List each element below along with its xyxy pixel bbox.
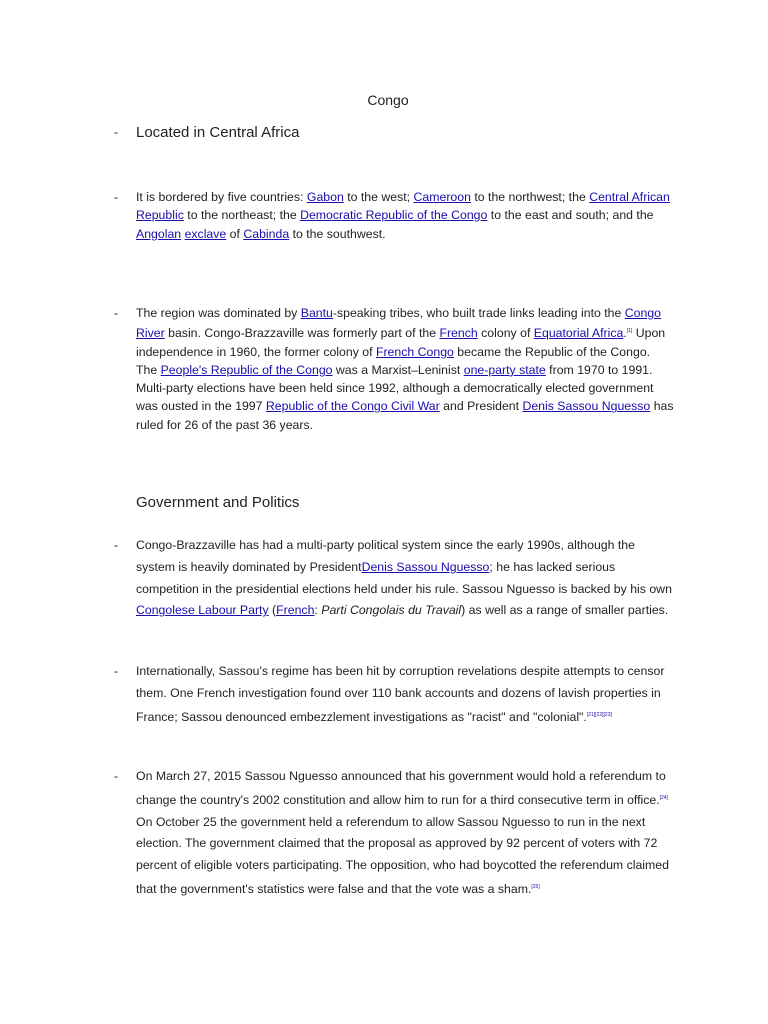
bullet-dash: - bbox=[114, 306, 119, 320]
link-french[interactable]: French bbox=[439, 326, 478, 341]
text: ) as well as a range of smaller parties. bbox=[461, 603, 669, 618]
text: was a Marxist–Leninist bbox=[332, 362, 464, 377]
bullet-dash: - bbox=[114, 769, 119, 783]
text: Upon independence in 1960, the former colony of bbox=[136, 326, 666, 359]
link-democratic-republic-congo[interactable]: Democratic Republic of the Congo bbox=[300, 208, 488, 223]
text: : bbox=[314, 603, 322, 618]
text: of bbox=[226, 226, 244, 241]
link-congo-civil-war[interactable]: Republic of the Congo Civil War bbox=[265, 399, 440, 414]
referendum-paragraph bbox=[114, 766, 674, 901]
document-title: Congo bbox=[367, 92, 409, 108]
link-bantu[interactable]: Bantu bbox=[300, 306, 333, 320]
location-heading-text: Located in Central Africa bbox=[136, 124, 300, 141]
text: On March 27, 2015 Sassou Nguesso announced that his government would hold a referendum to change the country's 2002 constitution and allow him to run for a third consecutive term in office. bbox=[136, 769, 666, 807]
government-heading: Government and Politics bbox=[136, 494, 300, 511]
text: from 1970 to 1991. Multi-party elections have been held since 1992, although a democratically elected government was ousted in the 1997 bbox=[136, 362, 654, 414]
text: . bbox=[623, 326, 627, 341]
text: ; he has lacked serious competition in the presidential elections held under his rule. Sassou Nguesso is backed by his own bbox=[136, 559, 672, 596]
link-gabon[interactable]: Gabon bbox=[306, 190, 344, 204]
text: Congo-Brazzaville has had a multi-party political system since the early 1990s, although the system is heavily dominated by President bbox=[136, 538, 635, 574]
text: has ruled for 26 of the past 36 years. bbox=[136, 399, 674, 432]
link-cameroon[interactable]: Cameroon bbox=[413, 190, 471, 204]
text: became the Republic of the Congo. The bbox=[136, 344, 651, 377]
link-french-congo[interactable]: French Congo bbox=[375, 344, 454, 359]
bullet-dash: - bbox=[114, 664, 119, 678]
link-one-party-state[interactable]: one-party state bbox=[463, 362, 546, 377]
text: basin. Congo-Brazzaville was formerly part of the bbox=[164, 326, 440, 341]
text: to the southwest. bbox=[289, 226, 386, 241]
text: The region was dominated by bbox=[136, 306, 301, 320]
text: It is bordered by five countries: bbox=[136, 190, 307, 204]
link-peoples-republic-congo[interactable]: People's Republic of the Congo bbox=[160, 362, 333, 377]
link-french[interactable]: French bbox=[276, 603, 315, 618]
link-congolese-labour-party[interactable]: Congolese Labour Party bbox=[136, 603, 269, 618]
link-cabinda[interactable]: Cabinda bbox=[243, 226, 290, 241]
text: to the northwest; the bbox=[470, 190, 590, 204]
text: to the west; bbox=[343, 190, 414, 204]
link-exclave[interactable]: exclave bbox=[184, 226, 227, 241]
location-heading bbox=[114, 124, 300, 141]
bullet-dash: - bbox=[114, 125, 119, 139]
text: On October 25 the government held a referendum to allow Sassou Nguesso to run in the next election. The government claimed that the proposal as approved by 92 percent of voters with 72 percent of eligible voters participating. The opposition, who had boycotted the referendum claimed that the government's statistics were false and that the vote was a sham. bbox=[136, 814, 669, 896]
borders-paragraph bbox=[114, 188, 674, 243]
political-system-paragraph bbox=[114, 535, 674, 622]
text: ( bbox=[268, 603, 277, 618]
text: -speaking tribes, who built trade links leading into the bbox=[332, 306, 625, 320]
bullet-dash: - bbox=[114, 538, 119, 552]
bullet-dash: - bbox=[114, 190, 119, 204]
reference-1[interactable]: [1] bbox=[626, 328, 633, 335]
reference-21-23[interactable]: [21][22][23] bbox=[586, 711, 612, 718]
link-denis-sassou-nguesso[interactable]: Denis Sassou Nguesso bbox=[361, 559, 490, 574]
reference-25[interactable]: [25] bbox=[531, 883, 540, 890]
text: colony of bbox=[477, 326, 534, 341]
text: to the northeast; the bbox=[183, 208, 301, 223]
text: to the east and south; and the bbox=[487, 208, 654, 223]
italic-party-name: Parti Congolais du Travail bbox=[321, 603, 462, 618]
text: Internationally, Sassou's regime has been hit by corruption revelations despite attempts to censor them. One French investigation found over 110 bank accounts and dozens of lavish properties in France; Sassou denounced embezzlement investigations as "racist" and "colonial". bbox=[136, 664, 665, 724]
corruption-paragraph bbox=[114, 661, 674, 728]
link-congo-river[interactable]: Congo River bbox=[136, 306, 662, 341]
link-angolan[interactable]: Angolan bbox=[136, 226, 182, 241]
history-paragraph bbox=[114, 304, 674, 434]
link-denis-sassou-nguesso[interactable]: Denis Sassou Nguesso bbox=[522, 399, 651, 414]
link-equatorial-africa[interactable]: Equatorial Africa bbox=[533, 326, 624, 341]
reference-24[interactable]: [24] bbox=[659, 794, 669, 801]
text: and President bbox=[439, 399, 523, 414]
link-central-african-republic[interactable]: Central African Republic bbox=[136, 190, 670, 223]
